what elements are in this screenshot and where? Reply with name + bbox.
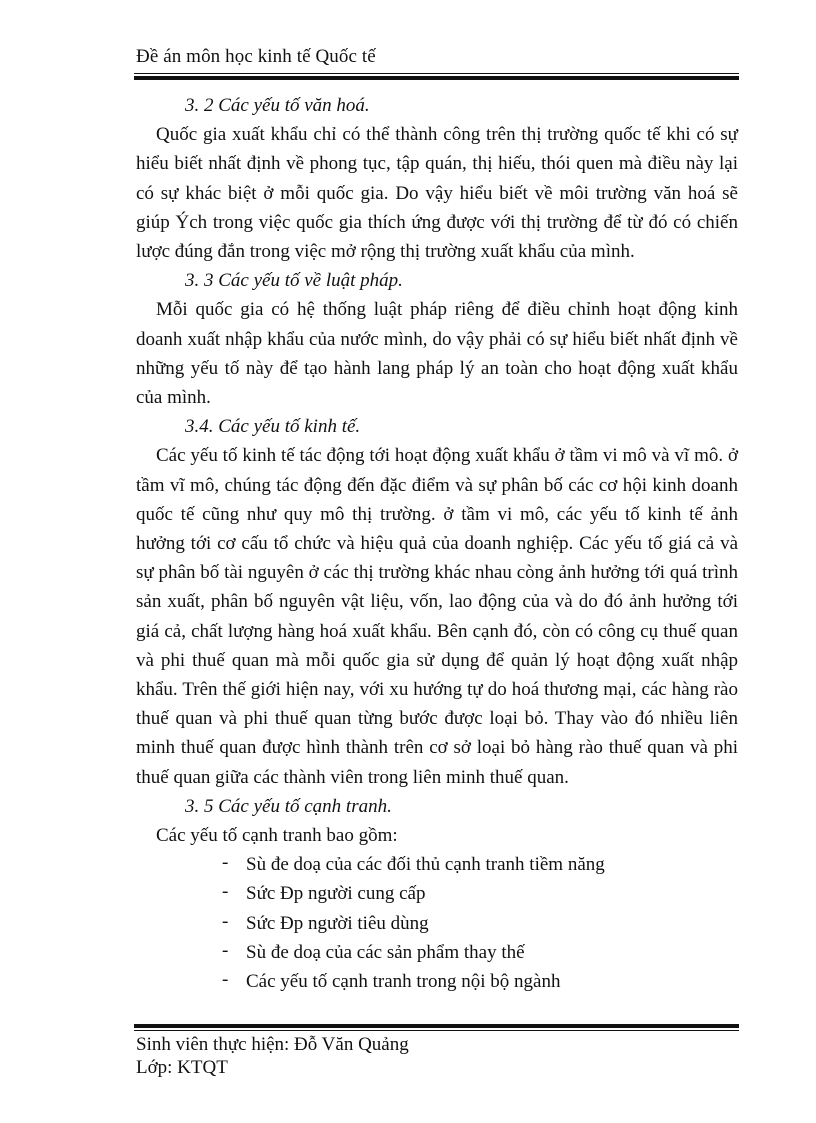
section-paragraph: Mỗi quốc gia có hệ thống luật pháp riêng để điều chỉnh hoạt động kinh doanh xuất nhập khẩu của nước mình, do vậy phải có sự hiểu biết nhất định về những yếu tố này để tạo hành lang pháp lý an toàn cho hoạt động xuất khẩu của mình. (136, 299, 738, 408)
section-competition (136, 792, 738, 850)
bullet-dash: - (222, 968, 229, 990)
main-content (136, 91, 738, 996)
list-item (136, 850, 738, 879)
bullet-dash: - (222, 881, 229, 903)
section-paragraph: Quốc gia xuất khẩu chỉ có thể thành công trên thị trường quốc tế khi có sự hiểu biết nhất định về phong tục, tập quán, thị hiếu, thói quen mà điều này lại có sự khác biệt ở mỗi quốc gia. Do vậy hiểu biết về môi trường văn hoá sẽ giúp Ých trong việc quốc gia thích ứng được với thị trường để từ đó có chiến lược đúng đắn trong việc mở rộng thị trường xuất khẩu của mình. (136, 124, 738, 262)
section-heading: 3. 5 Các yếu tố cạnh tranh. (185, 795, 392, 817)
list-item-text: Sù đe doạ của các sản phẩm thay thế (246, 941, 525, 963)
list-item (136, 909, 738, 938)
bullet-dash: - (222, 852, 229, 874)
footer-student: Sinh viên thực hiện: Đỗ Văn Quảng (136, 1034, 409, 1055)
section-heading: 3. 3 Các yếu tố về luật pháp. (185, 270, 403, 292)
list-item (136, 967, 738, 996)
list-item (136, 938, 738, 967)
list-item-text: Sù đe doạ của các đối thủ cạnh tranh tiềm năng (246, 854, 605, 876)
list-item-text: Các yếu tố cạnh tranh trong nội bộ ngành (246, 970, 561, 992)
section-culture (136, 91, 738, 266)
bullet-dash: - (222, 939, 229, 961)
list-item-text: Sức Ðp người tiêu dùng (246, 912, 429, 934)
section-heading: 3. 2 Các yếu tố văn hoá. (185, 95, 370, 116)
section-paragraph: Các yếu tố kinh tế tác động tới hoạt động xuất khẩu ở tầm vi mô và vĩ mô. ở tầm vĩ mô, chúng tác động đến đặc điểm và sự phân bố các cơ hội kinh doanh quốc tế cũng như quy mô thị trường. ở tầm vi mô, các yếu tố kinh tế ảnh hưởng tới cơ cấu tổ chức và hiệu quả của doanh nghiệp. Các yếu tố giá cả và sự phân bố tài nguyên ở các thị trường khác nhau còng ảnh hưởng tới quá trình sản xuất, phân bố nguyên vật liệu, vốn, lao động của và do đó ảnh hưởng tới giá cả, chất lượng hàng hoá xuất khẩu. Bên cạnh đó, còn có công cụ thuế quan và phi thuế quan mà mỗi quốc gia sử dụng để quản lý hoạt động xuất nhập khẩu. Trên thế giới hiện nay, với xu hướng tự do hoá thương mại, các hàng rào thuế quan và phi thuế quan từng bước được loại bỏ. Thay vào đó nhiều liên minh thuế quan được hình thành trên cơ sở loại bỏ hàng rào thuế quan và phi thuế quan giữa các thành viên trong liên minh thuế quan. (136, 445, 738, 788)
header-rule-thin (134, 73, 739, 74)
section-economy (136, 412, 738, 792)
footer-rule-thin (134, 1030, 739, 1031)
section-paragraph: Các yếu tố cạnh tranh bao gồm: (156, 825, 398, 847)
section-law (136, 266, 738, 412)
header-rule-thick (134, 76, 739, 80)
list-item (136, 879, 738, 908)
bullet-dash: - (222, 910, 229, 932)
competition-factors-list (136, 850, 738, 996)
section-heading: 3.4. Các yếu tố kinh tế. (185, 416, 361, 438)
footer-class: Lớp: KTQT (136, 1057, 228, 1078)
list-item-text: Sức Ðp người cung cấp (246, 883, 426, 905)
footer (136, 1033, 409, 1079)
footer-rule-thick (134, 1024, 739, 1028)
header-title: Đề án môn học kinh tế Quốc tế (136, 46, 376, 67)
